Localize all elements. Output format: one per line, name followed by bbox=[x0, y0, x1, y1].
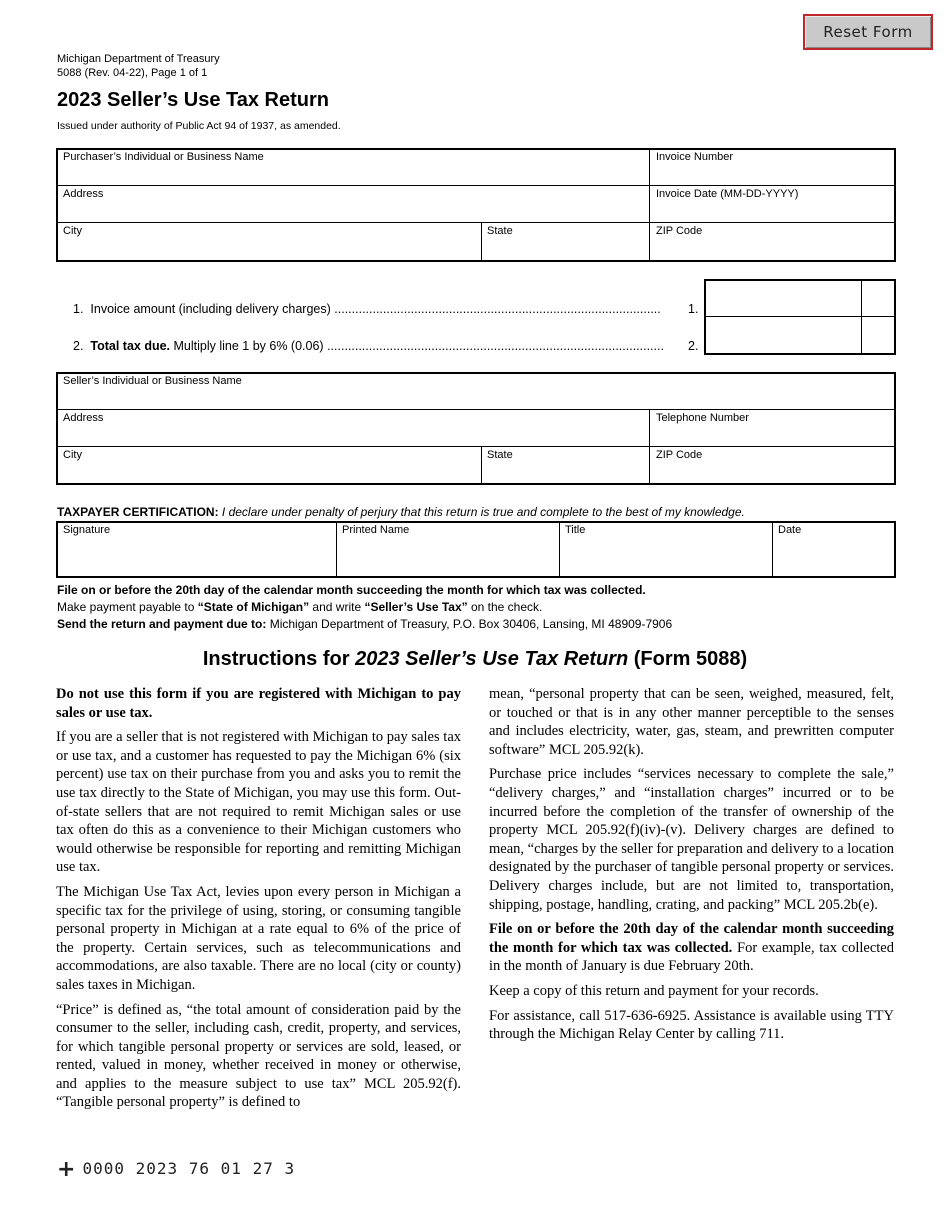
seller-zip-label: ZIP Code bbox=[656, 449, 703, 461]
date-label: Date bbox=[778, 524, 802, 536]
certification-text: I declare under penalty of perjury that this return is true and complete to the best of my knowledge. bbox=[221, 505, 745, 519]
purchaser-address-field[interactable] bbox=[57, 186, 650, 223]
instructions-p5: mean, “personal property that can be seen, weighed, measured, felt, or touched or that is in any other manner perceptible to the senses and includes electricity, water, gas, steam, and prewritten computer software” MCL 205.92(k). bbox=[489, 686, 894, 758]
line-2-cents-field[interactable] bbox=[861, 317, 895, 354]
invoice-number-field[interactable] bbox=[649, 149, 895, 186]
line-1-text: Invoice amount (including delivery charges) bbox=[90, 302, 331, 316]
instructions-p1: Do not use this form if you are registered with Michigan to pay sales or use tax. bbox=[56, 686, 461, 721]
department-name: Michigan Department of Treasury bbox=[57, 53, 220, 65]
line-1-ref: 1. bbox=[688, 302, 699, 316]
seller-state-field[interactable] bbox=[481, 447, 650, 484]
signature-label: Signature bbox=[63, 524, 111, 536]
instructions-p6: Purchase price includes “services necessary to complete the sale,” “delivery charges,” and “installation charges” incurred or to be incurred before the completion of the transfer of ownership of the property MCL 205.92(f)(iv)-(v). Delivery charges are defined to mean, “charges by the seller for preparation and delivery to a location designated by the purchaser of tangible personal property or services. Delivery charges include, but are not limited to, transportation, shipping, postage, handling, crating, and packing” MCL 205.2b(e). bbox=[489, 766, 894, 913]
mailing-address: Send the return and payment due to: Michigan Department of Treasury, P.O. Box 30406, Lansing, MI 48909-7906 bbox=[57, 617, 673, 631]
invoice-date-field[interactable] bbox=[649, 186, 895, 223]
purchaser-zip-field[interactable] bbox=[649, 223, 895, 261]
purchaser-city-label: City bbox=[63, 225, 82, 237]
instructions-p8: Keep a copy of this return and payment for your records. bbox=[489, 982, 819, 999]
taxpayer-certification bbox=[57, 505, 745, 519]
instructions-p4: “Price” is defined as, “the total amount of consideration paid by the consumer to the seller, including cash, credit, property, and services, for which tangible personal property or services are sold, leased, or rented, valued in money, whether received in money or otherwise, and applies to the measure subject to use tax” MCL 205.92(f). “Tangible personal property” is defined to bbox=[56, 1001, 461, 1111]
seller-name-field[interactable] bbox=[57, 373, 895, 410]
purchaser-city-field[interactable] bbox=[57, 223, 482, 261]
instructions-p7: File on or before the 20th day of the calendar month succeeding the month for which tax was collected. For example, tax collected in the month of January is due February 20th. bbox=[489, 921, 894, 975]
line-2-text: Multiply line 1 by 6% (0.06) bbox=[173, 339, 324, 353]
form-revision: 5088 (Rev. 04-22), Page 1 of 1 bbox=[57, 67, 208, 79]
seller-state-label: State bbox=[487, 449, 513, 461]
title-label: Title bbox=[565, 524, 586, 536]
line-2: 2. Total tax due. Multiply line 1 by 6% (0.06) ................................................................................................. bbox=[73, 339, 664, 353]
instructions-p3: The Michigan Use Tax Act, levies upon every person in Michigan a specific tax for the privilege of using, storing, or consuming tangible personal property in Michigan at a rate equal to 6% of the price of the property. Certain services, such as telecommunications and accommodations, are also taxable. There are no local (city or county) sales taxes in Michigan. bbox=[56, 883, 461, 993]
purchaser-name-label: Purchaser’s Individual or Business Name bbox=[63, 151, 264, 163]
line-2-ref: 2. bbox=[688, 339, 699, 353]
reset-form-button[interactable]: Reset Form bbox=[803, 14, 933, 50]
instructions-p2: If you are a seller that is not registered with Michigan to pay sales tax or use tax, and a customer has requested to pay the Michigan 6% (six percent) use tax on their purchase from you and asks you to remit the use tax directly to the State of Michigan, you may use this form. Out-of-state sellers that are not required to remit Michigan sales or use tax often do this as a convenience to their Michigan customers who would otherwise be responsible for reporting and remitting Michigan use tax. bbox=[56, 729, 461, 876]
certification-heading: TAXPAYER CERTIFICATION: bbox=[57, 505, 219, 519]
instructions-title: Instructions for 2023 Seller’s Use Tax Return (Form 5088) bbox=[202, 648, 748, 670]
telephone-label: Telephone Number bbox=[656, 412, 749, 424]
instructions-left-column bbox=[56, 685, 461, 1118]
plus-icon: + bbox=[57, 1157, 77, 1182]
line-2-amount-field[interactable] bbox=[705, 317, 862, 354]
signature-field[interactable] bbox=[57, 522, 337, 577]
purchaser-zip-label: ZIP Code bbox=[656, 225, 703, 237]
printed-name-field[interactable] bbox=[336, 522, 560, 577]
invoice-number-label: Invoice Number bbox=[656, 151, 734, 163]
telephone-field[interactable] bbox=[649, 410, 895, 447]
line-2-bold: Total tax due. bbox=[90, 339, 171, 353]
line-1-amount-field[interactable] bbox=[705, 280, 862, 317]
purchaser-state-field[interactable] bbox=[481, 223, 650, 261]
purchaser-address-label: Address bbox=[63, 188, 104, 200]
purchaser-name-field[interactable] bbox=[57, 149, 650, 186]
line-1-number: 1. bbox=[73, 302, 84, 316]
line-2-number: 2. bbox=[73, 339, 84, 353]
form-barcode-number: + 0000 2023 76 01 27 3 bbox=[57, 1157, 296, 1182]
form-title: 2023 Seller’s Use Tax Return bbox=[57, 89, 329, 111]
date-field[interactable] bbox=[772, 522, 895, 577]
filing-deadline: File on or before the 20th day of the calendar month succeeding the month for which tax was collected. bbox=[57, 583, 646, 597]
instructions-right-column bbox=[489, 685, 894, 1050]
title-field[interactable] bbox=[559, 522, 773, 577]
invoice-date-label: Invoice Date (MM-DD-YYYY) bbox=[656, 188, 799, 200]
seller-city-field[interactable] bbox=[57, 447, 482, 484]
payment-note: Make payment payable to “State of Michigan” and write “Seller’s Use Tax” on the check. bbox=[57, 600, 543, 614]
authority-note: Issued under authority of Public Act 94 of 1937, as amended. bbox=[57, 120, 341, 132]
printed-name-label: Printed Name bbox=[342, 524, 410, 536]
purchaser-state-label: State bbox=[487, 225, 513, 237]
seller-zip-field[interactable] bbox=[649, 447, 895, 484]
seller-city-label: City bbox=[63, 449, 82, 461]
seller-name-label: Seller’s Individual or Business Name bbox=[63, 375, 242, 387]
seller-address-label: Address bbox=[63, 412, 104, 424]
line-1-cents-field[interactable] bbox=[861, 280, 895, 317]
instructions-p9: For assistance, call 517-636-6925. Assistance is available using TTY through the Michigan Relay Center by calling 711. bbox=[489, 1007, 894, 1043]
line-1: 1. Invoice amount (including delivery charges) .............................................................................................. bbox=[73, 302, 661, 316]
seller-address-field[interactable] bbox=[57, 410, 650, 447]
